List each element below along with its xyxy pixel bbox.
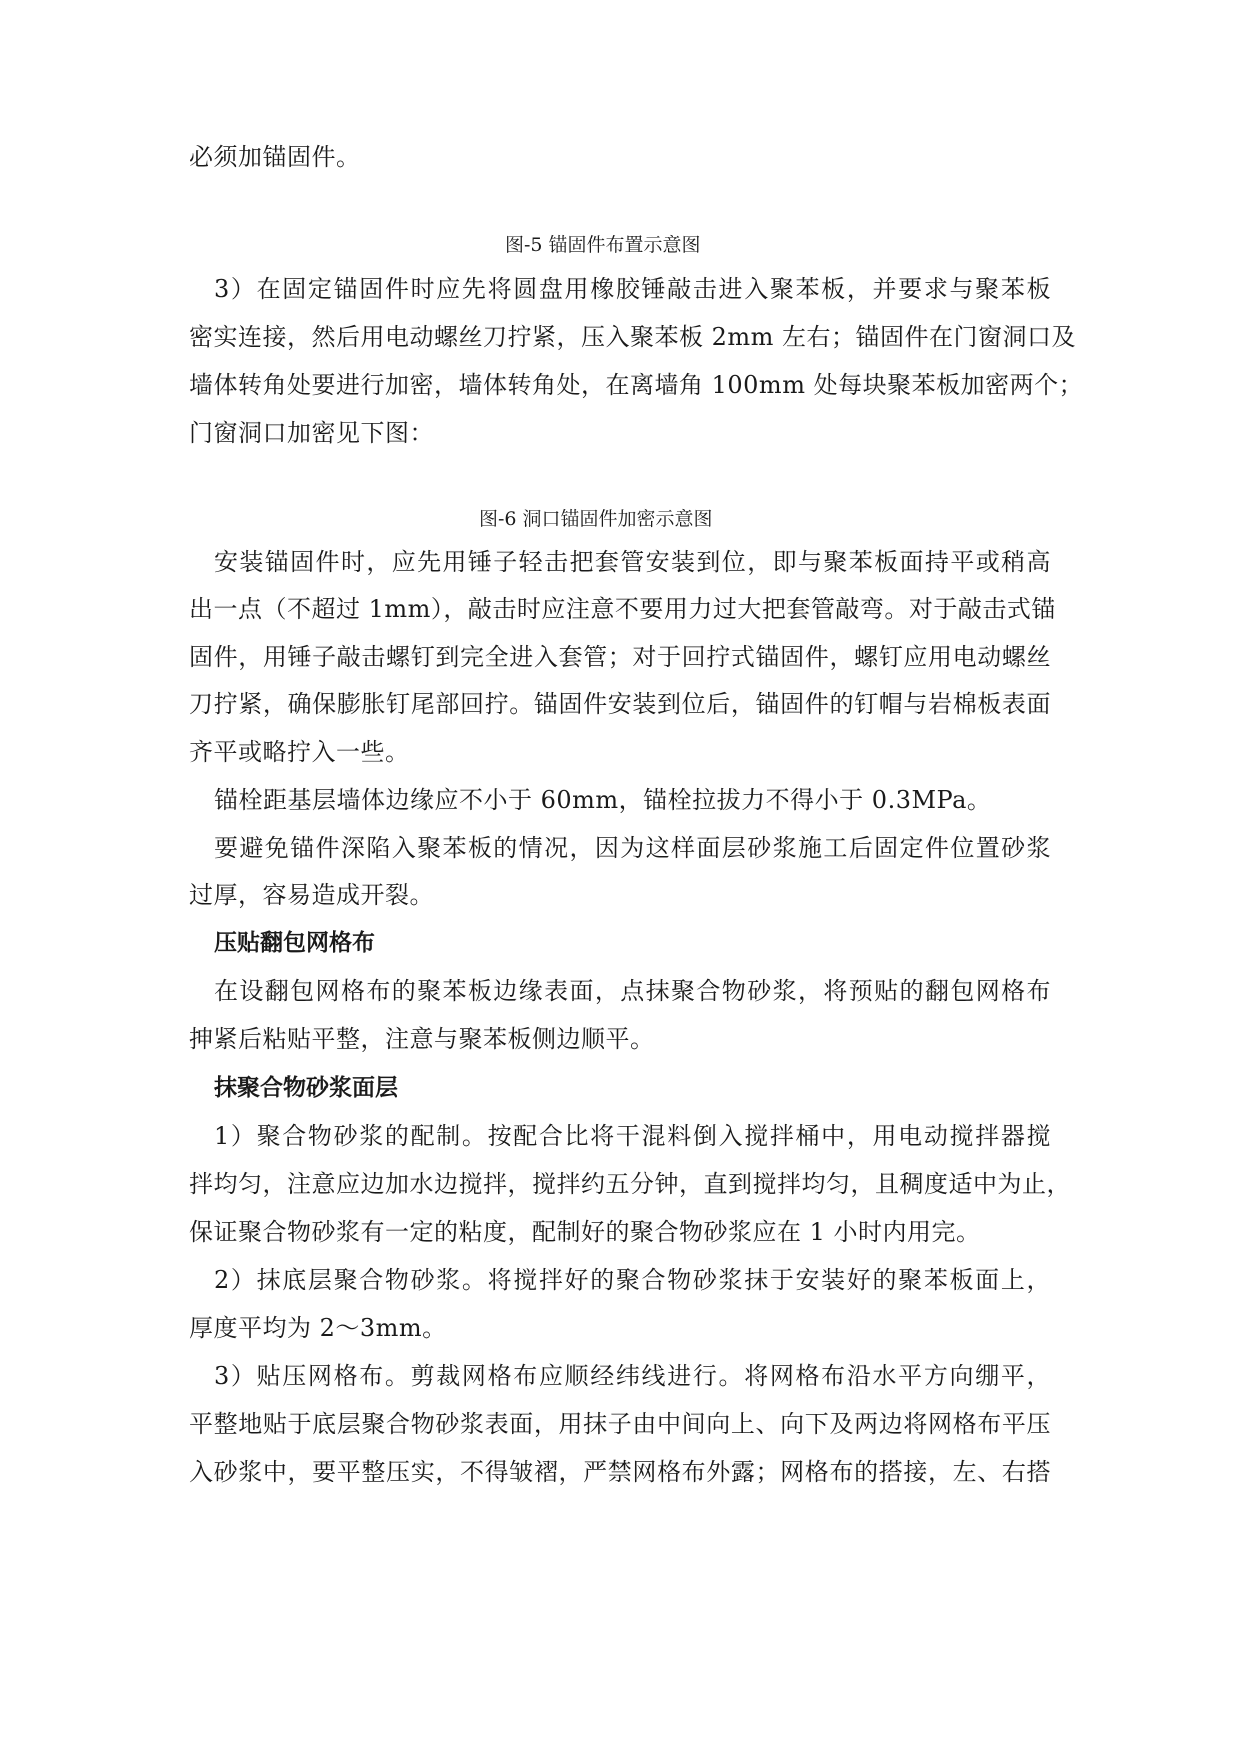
- figure-caption: 图-6 洞口锚固件加密示意图: [479, 508, 713, 530]
- section-heading: 压贴翻包网格布: [214, 930, 375, 956]
- paragraph-line: 锚栓距基层墙体边缘应不小于 60mm，锚栓拉拔力不得小于 0.3MPa。: [214, 786, 992, 814]
- paragraph-line: 3）贴压网格布。剪裁网格布应顺经纬线进行。将网格布沿水平方向绷平，: [214, 1362, 1051, 1390]
- paragraph-line: 墙体转角处要进行加密，墙体转角处，在离墙角 100mm 处每块聚苯板加密两个；: [189, 371, 1084, 399]
- paragraph-line: 必须加锚固件。: [189, 143, 361, 171]
- paragraph-line: 刀拧紧，确保膨胀钉尾部回拧。锚固件安装到位后，锚固件的钉帽与岩棉板表面: [189, 690, 1051, 718]
- paragraph-line: 抻紧后粘贴平整，注意与聚苯板侧边顺平。: [189, 1025, 655, 1053]
- paragraph-line: 安装锚固件时，应先用锤子轻击把套管安装到位，即与聚苯板面持平或稍高: [214, 548, 1051, 576]
- paragraph-line: 拌均匀，注意应边加水边搅拌，搅拌约五分钟，直到搅拌均匀，且稠度适中为止，: [189, 1170, 1071, 1198]
- paragraph-line: 过厚，容易造成开裂。: [189, 881, 434, 909]
- paragraph-line: 平整地贴于底层聚合物砂浆表面，用抹子由中间向上、向下及两边将网格布平压: [189, 1410, 1051, 1438]
- paragraph-line: 齐平或略拧入一些。: [189, 738, 410, 766]
- paragraph-line: 厚度平均为 2～3mm。: [189, 1314, 447, 1342]
- paragraph-line: 门窗洞口加密见下图：: [189, 419, 434, 447]
- paragraph-line: 要避免锚件深陷入聚苯板的情况，因为这样面层砂浆施工后固定件位置砂浆: [214, 834, 1051, 862]
- paragraph-line: 保证聚合物砂浆有一定的粘度，配制好的聚合物砂浆应在 1 小时内用完。: [189, 1218, 981, 1246]
- paragraph-line: 固件，用锤子敲击螺钉到完全进入套管；对于回拧式锚固件，螺钉应用电动螺丝: [189, 643, 1051, 671]
- paragraph-line: 密实连接，然后用电动螺丝刀拧紧，压入聚苯板 2mm 左右；锚固件在门窗洞口及: [189, 323, 1077, 351]
- section-heading: 抹聚合物砂浆面层: [214, 1075, 398, 1101]
- paragraph-line: 出一点（不超过 1mm），敲击时应注意不要用力过大把套管敲弯。对于敲击式锚: [189, 595, 1056, 623]
- paragraph-line: 2）抹底层聚合物砂浆。将搅拌好的聚合物砂浆抹于安装好的聚苯板面上，: [214, 1266, 1051, 1294]
- figure-caption: 图-5 锚固件布置示意图: [505, 234, 701, 256]
- paragraph-line: 1）聚合物砂浆的配制。按配合比将干混料倒入搅拌桶中，用电动搅拌器搅: [214, 1122, 1051, 1150]
- paragraph-line: 在设翻包网格布的聚苯板边缘表面，点抹聚合物砂浆，将预贴的翻包网格布: [214, 977, 1051, 1005]
- paragraph-line: 3）在固定锚固件时应先将圆盘用橡胶锤敲击进入聚苯板，并要求与聚苯板: [214, 275, 1051, 303]
- paragraph-line: 入砂浆中，要平整压实，不得皱褶，严禁网格布外露；网格布的搭接，左、右搭: [189, 1458, 1051, 1486]
